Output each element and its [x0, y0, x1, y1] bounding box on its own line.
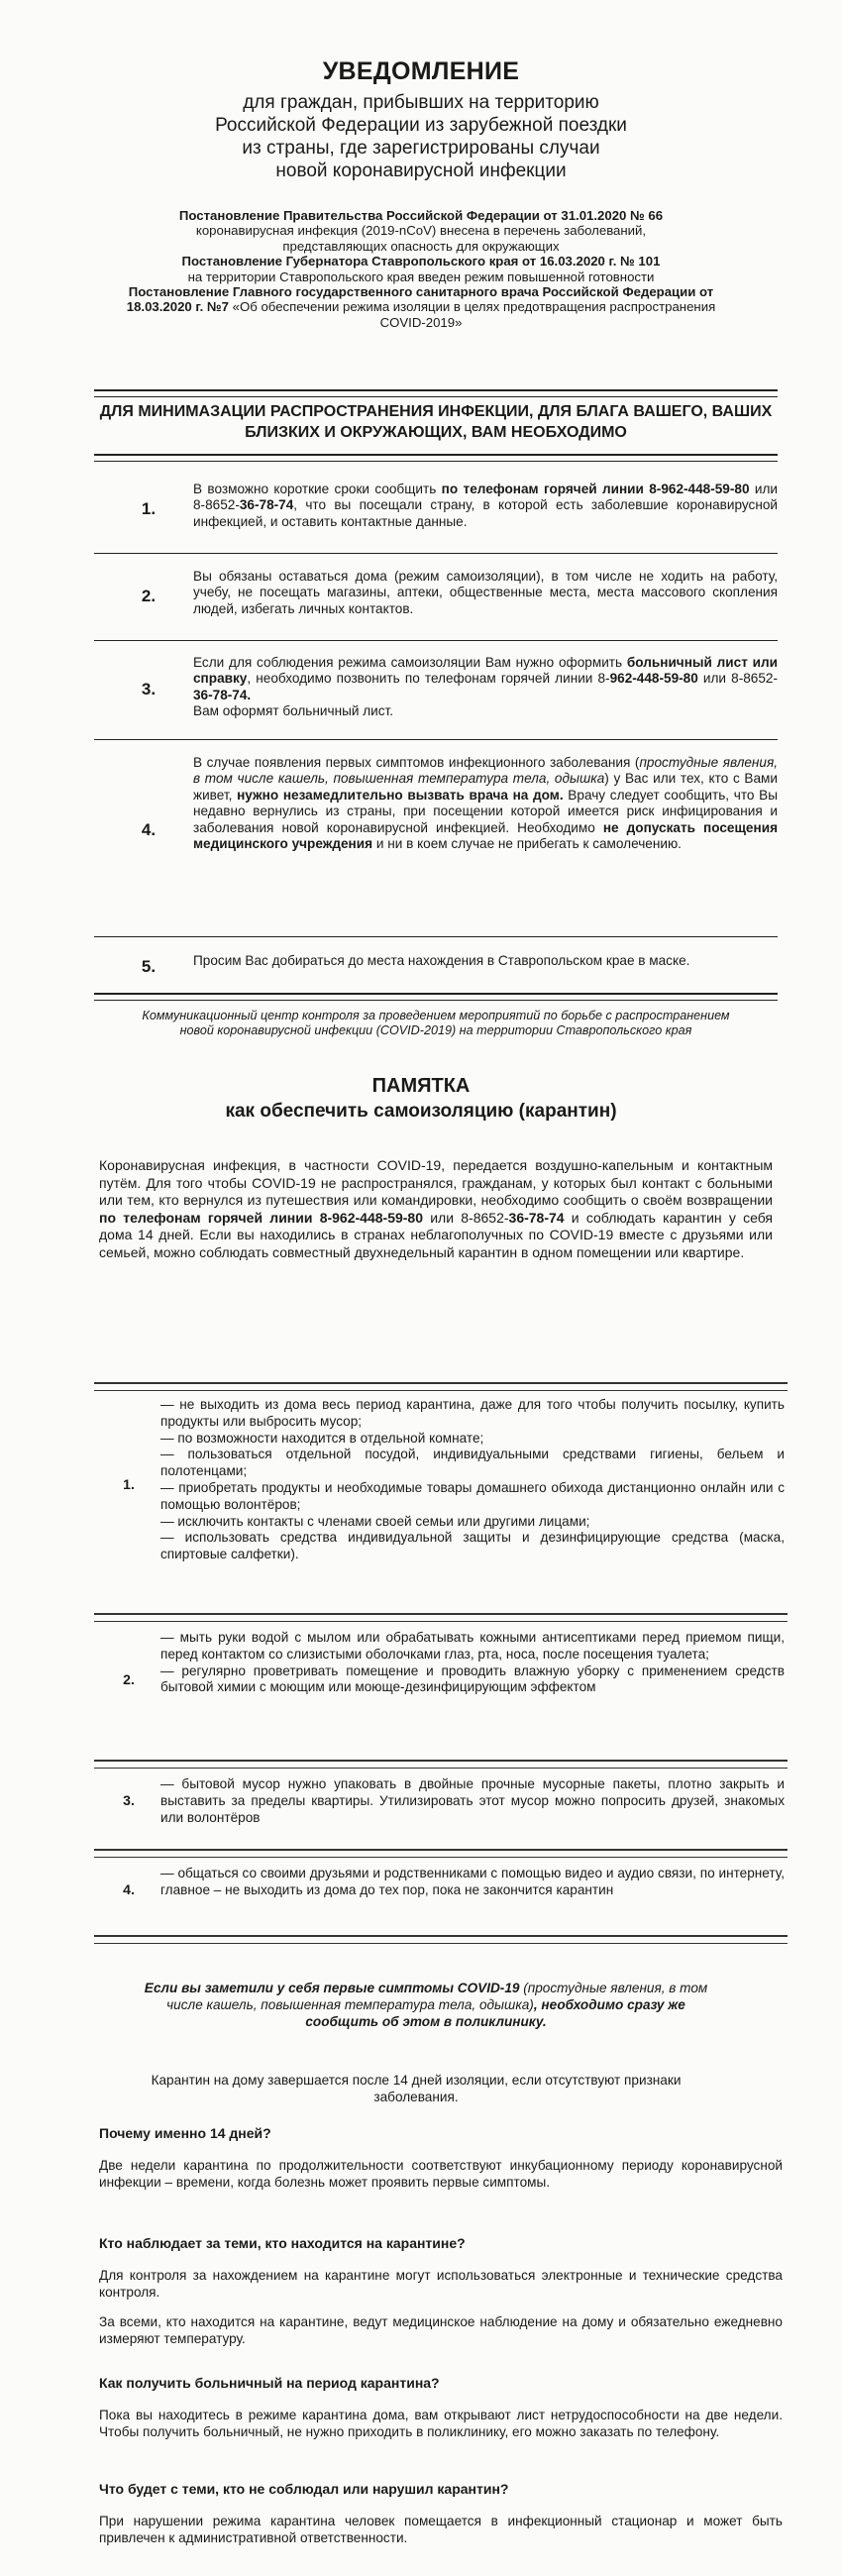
warning-text-part: Если вы заметили у себя первые симптомы COVID-19: [144, 1981, 520, 1995]
intro-text-part: Коронавирусная инфекция, в частности COVID-19, передается воздушно-капельным и контактным путём. Для того чтобы COVID-19 не распространялся, гражданам, у которых был контакт с больными или тем, кто вернулся из путешествия или командировки, необходимо сообщить о своём возвращении: [99, 1157, 773, 1209]
item-number: 4.: [141, 820, 157, 839]
faq-answer-2: Для контроля за нахождением на карантине могут использоваться электронные и технические средства контроля.: [99, 2268, 783, 2300]
row-text: — мыть руки водой с мылом или обрабатывать кожными антисептиками перед приемом пищи, перед контактом со слизистыми оболочками глаз, рта, носа, после посещения туалета; — регулярно проветривать помещение и проводить влажную уборку с применением средств бытовой химии с моющим или моюще-дезинфицирующим эффектом: [160, 1630, 785, 1695]
row-text: — общаться со своими друзьями и родственниками с помощью видео и аудио связи, по интернету, главное – не выходить из дома до тех пор, пока не закончится карантин: [160, 1866, 785, 1897]
faq-question-2: Кто наблюдает за теми, кто находится на карантине?: [99, 2235, 466, 2251]
faq-question-4: Что будет с теми, кто не соблюдал или нарушил карантин?: [99, 2481, 509, 2497]
divider: [94, 1935, 788, 1944]
warning-text-part: (простудные явления, в том числе кашель, повышенная температура тела, одышка): [166, 1981, 708, 2012]
memo-subtitle: как обеспечить самоизоляцию (карантин): [225, 1101, 617, 1122]
memo-title: ПАМЯТКА: [371, 1075, 471, 1097]
communication-center-note: Коммуникационный центр контроля за проведением мероприятий по борьбе с распространением новой коронавирусной инфекции (COVID-2019) на территории Ставропольского края: [142, 1009, 730, 1037]
divider: [94, 1382, 788, 1391]
decree-1-text: коронавирусная инфекция (2019-nCoV) внесена в перечень заболеваний, представляющих опасность для окружающих: [195, 223, 647, 254]
item-text-part: Если для соблюдения режима самоизоляции Вам нужно оформить: [193, 655, 627, 670]
hotline-phone: 36-78-74: [508, 1209, 565, 1226]
row-number: 1.: [123, 1476, 135, 1492]
item-number: 2.: [141, 587, 157, 605]
item-number: 1.: [141, 499, 157, 518]
hotline-phone: 36-78-74: [239, 497, 294, 513]
notice-heading: ДЛЯ МИНИМАЗАЦИИ РАСПРОСТРАНЕНИЯ ИНФЕКЦИИ, ДЛЯ БЛАГА ВАШЕГО, ВАШИХ БЛИЗКИХ И ОКРУЖАЮЩИХ, ВАМ НЕОБХОДИМО: [99, 403, 773, 441]
divider: [94, 936, 778, 937]
row-text: — бытовой мусор нужно упаковать в двойные прочные мусорные пакеты, плотно закрыть и выставить за пределы квартиры. Утилизировать этот мусор можно попросить друзей, знакомых или волонтёров: [160, 1776, 785, 1825]
faq-answer-2b: За всеми, кто находится на карантине, ведут медицинское наблюдение на дому и обязательно ежедневно измеряют температуру.: [99, 2314, 783, 2346]
item-text: [193, 482, 778, 530]
hotline-phone: по телефонам горячей линии 8-962-448-59-80: [99, 1209, 423, 1226]
notice-subtitle: для граждан, прибывших на территорию Российской Федерации из зарубежной поездки из страны, где зарегистрированы случаи новой коронавирусной инфекции: [215, 92, 627, 181]
divider: [94, 640, 778, 641]
hotline-phone: по телефонам горячей линии 8-962-448-59-80: [441, 482, 750, 496]
item-text-part: В случае появления первых симптомов инфекционного заболевания (: [193, 755, 640, 770]
faq-question-1: Почему именно 14 дней?: [99, 2125, 271, 2141]
item-text-part: или 8-8652-: [697, 671, 778, 687]
decree-3-text: «Об обеспечении режима изоляции в целях предотвращения распространения COVID-2019»: [232, 299, 716, 330]
item-text-part: и ни в коем случае не прибегать к самолечению.: [372, 836, 682, 852]
item-number: 3.: [141, 680, 157, 698]
notice-title: УВЕДОМЛЕНИЕ: [322, 57, 520, 85]
decree-1-title: Постановление Правительства Российской Федерации от 31.01.2020 № 66: [178, 208, 664, 223]
divider: [94, 454, 778, 462]
item-text: Вы обязаны оставаться дома (режим самоизоляции), в том числе не ходить на работу, учебу, не посещать магазины, аптеки, общественные места, места массового скопления людей, избегать личных контактов.: [193, 569, 778, 616]
faq-answer-1: Две недели карантина по продолжительности соответствуют инкубационному периоду коронавирусной инфекции – времени, когда болезнь может проявить первые симптомы.: [99, 2158, 783, 2190]
divider: [94, 1849, 788, 1858]
divider: [94, 1760, 788, 1769]
divider: [94, 1613, 788, 1622]
call-doctor-text: нужно незамедлительно вызвать врача на дом.: [237, 787, 564, 803]
faq-answer-3: Пока вы находитесь в режиме карантина дома, вам открывают лист нетрудоспособности на две недели. Чтобы получить больничный, не нужно приходить в поликлинику, его можно заказать по телефону.: [99, 2408, 783, 2439]
item-text-part: В возможно короткие сроки сообщить: [193, 482, 442, 496]
decree-3-title: Постановление Главного государственного санитарного врача Российской Федерации от 18.03.2020 г. №7: [126, 284, 714, 315]
item-text-part: Вам оформят больничный лист.: [193, 703, 394, 719]
item-text-part: ) у Вас или тех, кто с Вами живет,: [193, 771, 778, 803]
divider: [94, 553, 778, 554]
faq-question-3: Как получить больничный на период карантина?: [99, 2375, 440, 2391]
hotline-phone: 36-78-74.: [193, 687, 252, 702]
divider: [94, 739, 778, 740]
no-visit-text: не допускать посещения медицинского учреждения: [193, 819, 778, 852]
item-text: [193, 755, 778, 852]
warning-text-part: , необходимо сразу же сообщить об этом в поликлинику.: [305, 1997, 685, 2029]
quarantine-end-note: Карантин на дому завершается после 14 дней изоляции, если отсутствуют признаки заболевания.: [151, 2073, 682, 2104]
decrees-block: [119, 208, 723, 330]
row-number: 3.: [123, 1792, 135, 1808]
hotline-phone: 962-448-59-80: [609, 671, 698, 687]
intro-text-part: и соблюдать карантин у себя дома 14 дней. Если вы находились в странах неблагополучных по COVID-19 вместе с друзьями или семьей, можно соблюдать совместный двухнедельный карантин в одном помещении или квартире.: [99, 1209, 773, 1260]
faq-answer-4: При нарушении режима карантина человек помещается в инфекционный стационар и может быть привлечен к административной ответственности.: [99, 2514, 783, 2545]
item-text-part: или 8-8652-: [193, 482, 778, 513]
row-text: — не выходить из дома весь период карантина, даже для того чтобы получить посылку, купить продукты или выбросить мусор; — по возможности находится в отдельной комнате; — пользоваться отдельной посудой, индивидуальными средствами гигиены, бельем и полотенцами; — приобретать продукты и необходимые товары домашнего обихода дистанционно онлайн или с помощью волонтёров; — исключить контакты с членами своей семьи или другими лицами; — использовать средства индивидуальной защиты и дезинфицирующие средства (маска, спиртовые салфетки).: [160, 1397, 785, 1562]
divider: [94, 389, 778, 397]
sick-leave-label: больничный лист или справку: [193, 655, 778, 687]
item-number: 5.: [141, 957, 157, 976]
row-number: 2.: [123, 1671, 135, 1687]
decree-2-title: Постановление Губернатора Ставропольского края от 16.03.2020 г. № 101: [181, 254, 661, 269]
item-text-part: Врачу следует сообщить, что Вы недавно вернулись из страны, при посещении которой имеется риск инфицирования и заболевания новой коронавирусной инфекцией. Необходимо: [193, 787, 779, 835]
item-text-part: , необходимо позвонить по телефонам горячей линии 8-: [247, 671, 610, 687]
symptoms-text: простудные явления, в том числе кашель, повышенная температура тела, одышка: [193, 755, 778, 787]
memo-intro: [99, 1157, 773, 1262]
divider: [94, 993, 778, 1001]
row-number: 4.: [123, 1881, 135, 1897]
intro-text-part: или 8-8652-: [423, 1209, 509, 1226]
item-text-part: , что вы посещали страну, в которой есть заболевшие коронавирусной инфекцией, и оставить контактные данные.: [193, 497, 778, 529]
item-text: Просим Вас добираться до места нахождения в Ставропольском крае в маске.: [193, 953, 690, 968]
decree-2-text: на территории Ставропольского края введен режим повышенной готовности: [187, 268, 655, 284]
symptoms-warning: [129, 1980, 723, 2030]
item-text: [193, 655, 778, 720]
